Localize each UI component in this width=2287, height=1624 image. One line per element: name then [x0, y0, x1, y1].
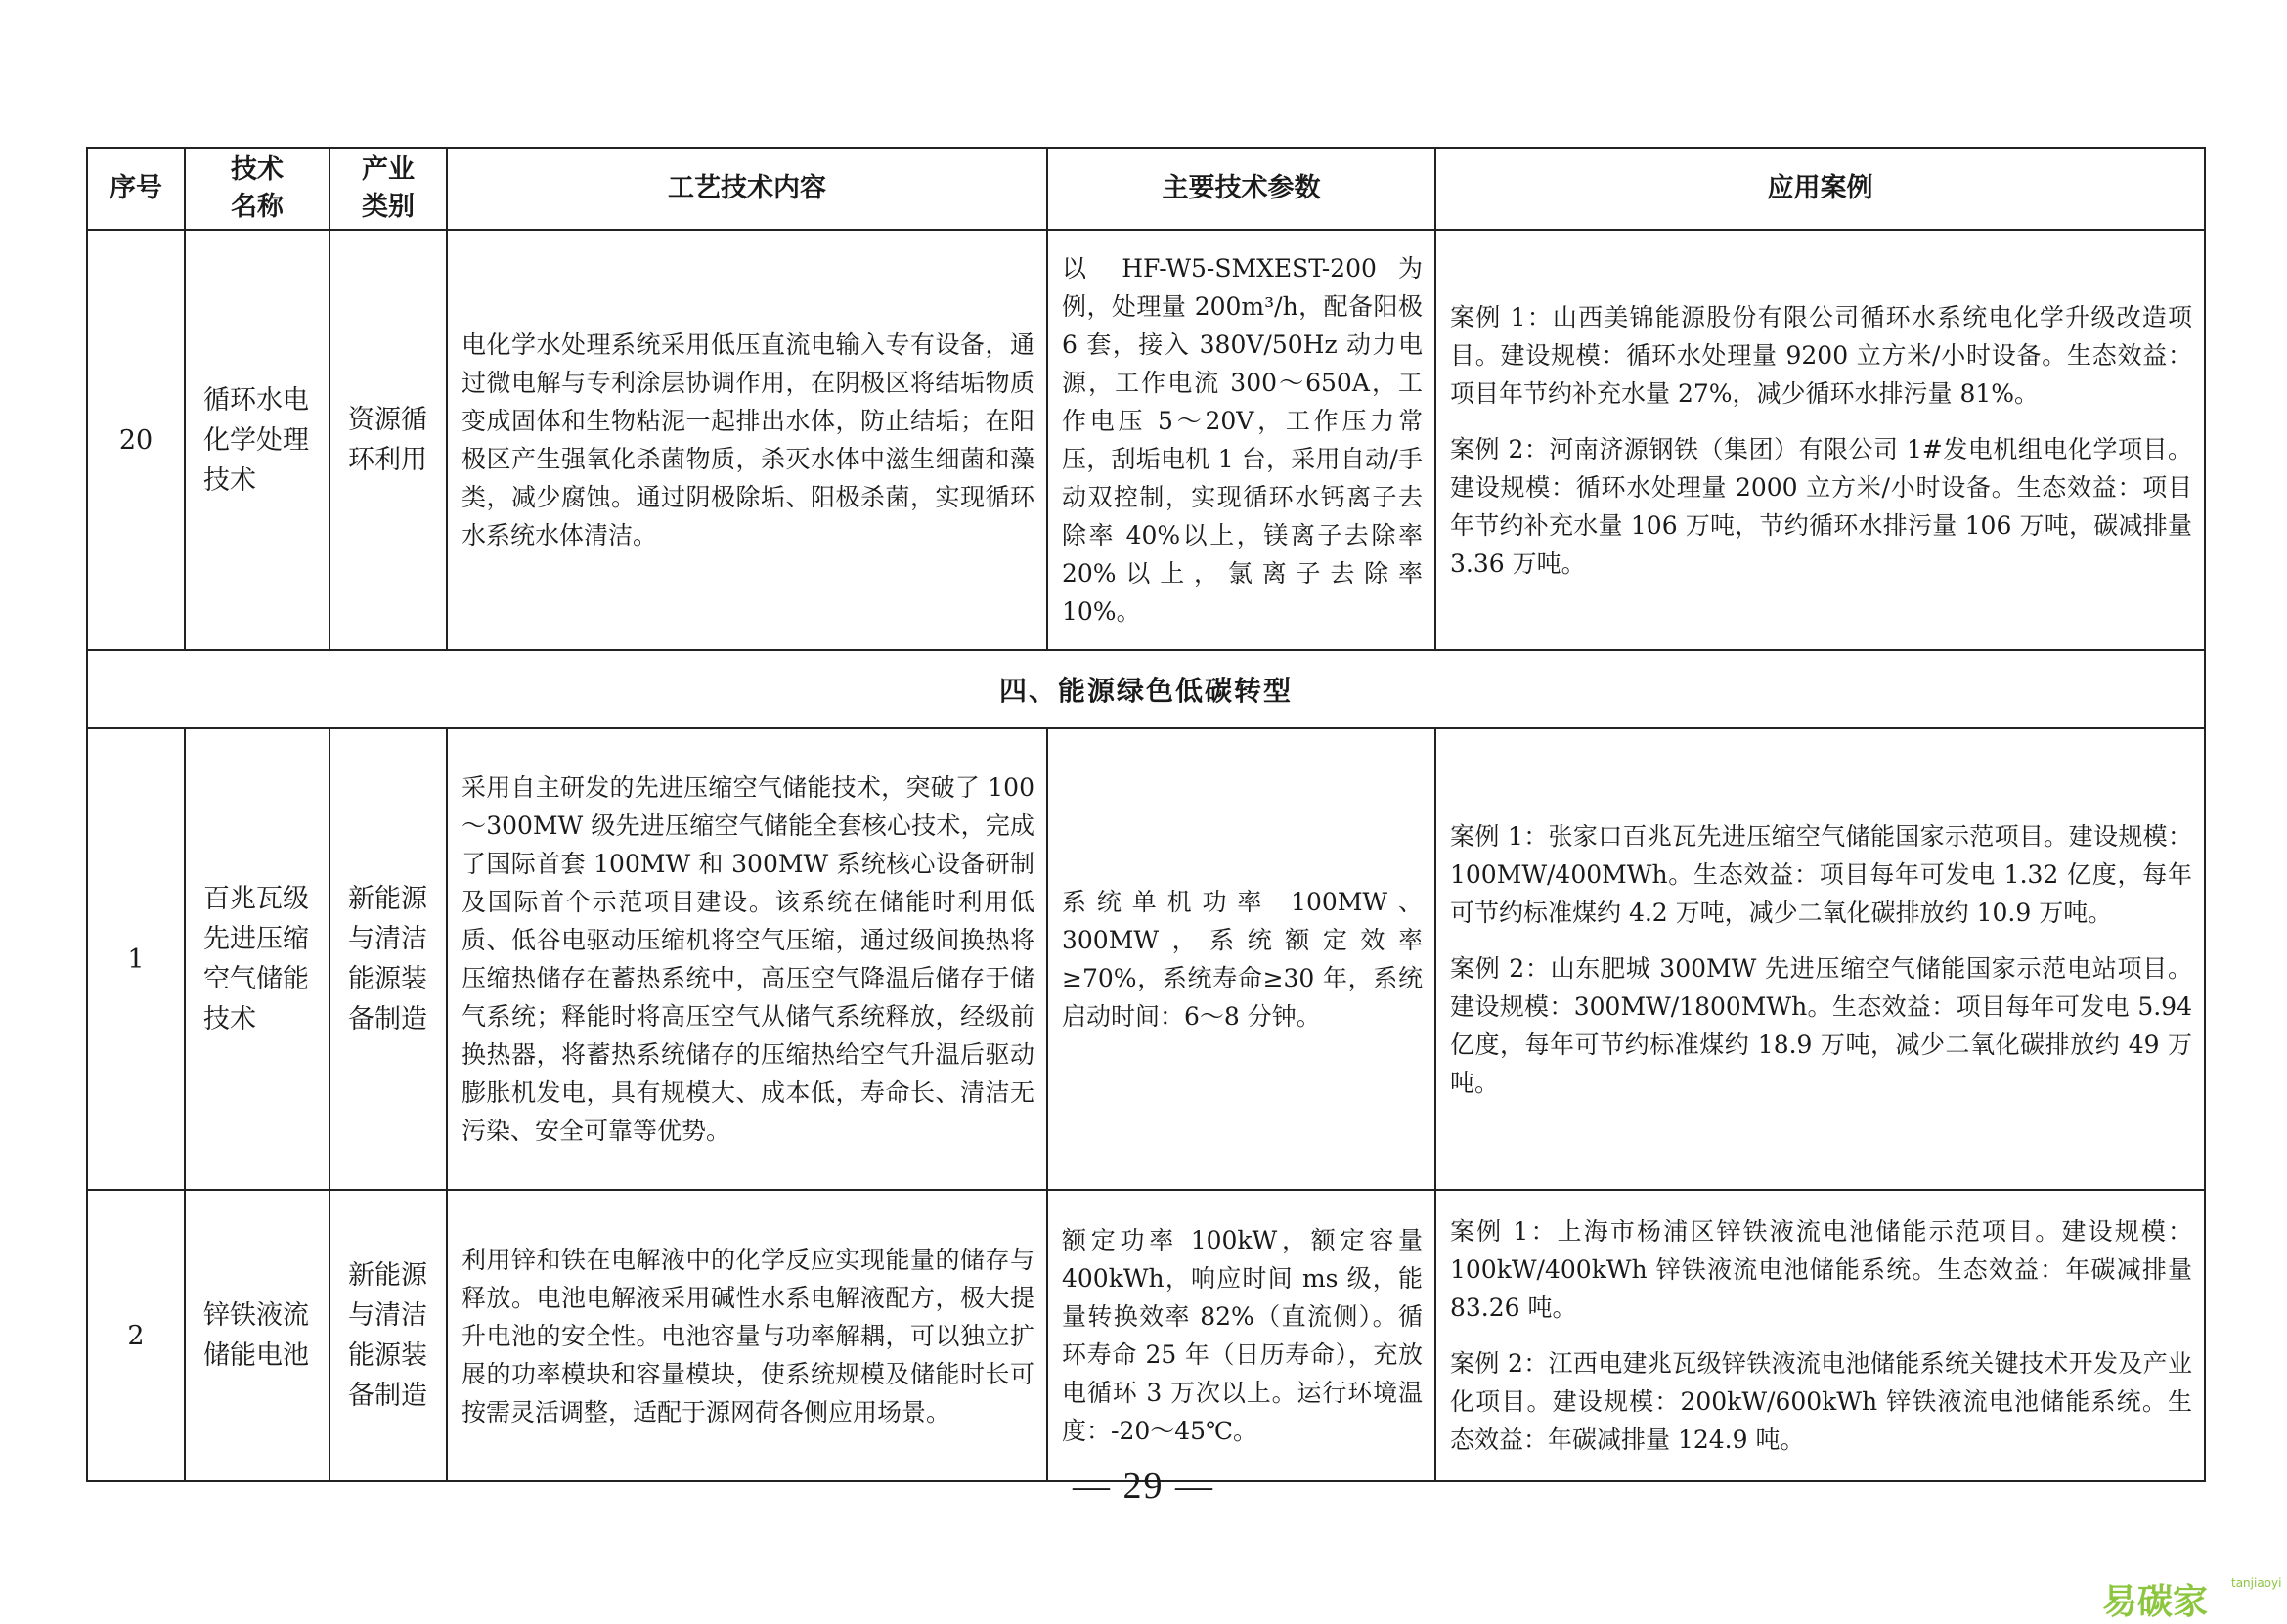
case-1: 案例 1：上海市杨浦区锌铁液流电池储能示范项目。建设规模：100kW/400kWh 锌铁液流电池储能系统。生态效益：年碳减排量 83.26 吨。	[1450, 1217, 2192, 1322]
industry-category: 新能源与清洁能源装备制造	[330, 1190, 447, 1481]
watermark-subtext: tanjiaoyi	[2231, 1576, 2282, 1590]
table-row	[87, 230, 2205, 650]
case-1: 案例 1：张家口百兆瓦先进压缩空气储能国家示范项目。建设规模：100MW/400MWh。生态效益：项目每年可发电 1.32 亿度，每年可节约标准煤约 4.2 万吨，减少二氧化碳排放约 10.9 万吨。	[1450, 821, 2192, 927]
header-process: 工艺技术内容	[447, 148, 1047, 230]
header-params: 主要技术参数	[1047, 148, 1435, 230]
application-cases	[1435, 1190, 2205, 1481]
header-name	[185, 148, 330, 230]
tech-name: 锌铁液流储能电池	[185, 1190, 330, 1481]
row-number: 2	[87, 1190, 185, 1481]
application-cases	[1435, 728, 2205, 1190]
technology-table	[86, 147, 2206, 1482]
table-row	[87, 728, 2205, 1190]
case-2: 案例 2：河南济源钢铁（集团）有限公司 1#发电机组电化学项目。建设规模：循环水处理量 2000 立方米/小时设备。生态效益：项目年节约补充水量 106 万吨，节约循环水排污量 106 万吨，碳减排量 3.36 万吨。	[1450, 434, 2192, 578]
application-cases	[1435, 230, 2205, 650]
case-2: 案例 2：江西电建兆瓦级锌铁液流电池储能系统关键技术开发及产业化项目。建设规模：200kW/600kWh 锌铁液流电池储能系统。生态效益：年碳减排量 124.9 吨。	[1450, 1349, 2192, 1454]
case-1: 案例 1：山西美锦能源股份有限公司循环水系统电化学升级改造项目。建设规模：循环水处理量 9200 立方米/小时设备。生态效益：项目年节约补充水量 27%，减少循环水排污量 81%。	[1450, 302, 2192, 408]
row-number: 20	[87, 230, 185, 650]
process-content: 利用锌和铁在电解液中的化学反应实现能量的储存与释放。电池电解液采用碱性水系电解液配方，极大提升电池的安全性。电池容量与功率解耦，可以独立扩展的功率模块和容量模块，使系统规模及储能时长可按需灵活调整，适配于源网荷各侧应用场景。	[447, 1190, 1047, 1481]
header-cases: 应用案例	[1435, 148, 2205, 230]
header-industry	[330, 148, 447, 230]
header-name-text: 技术名称	[231, 154, 284, 222]
industry-category: 新能源与清洁能源装备制造	[330, 728, 447, 1190]
watermark-logo: 易碳家	[2102, 1582, 2209, 1622]
table-row	[87, 1190, 2205, 1481]
tech-params: 系统单机功率 100MW、300MW，系统额定效率≥70%，系统寿命≥30 年，系统启动时间：6～8 分钟。	[1047, 728, 1435, 1190]
tech-params: 额定功率 100kW，额定容量 400kWh，响应时间 ms 级，能量转换效率 82%（直流侧）。循环寿命 25 年（日历寿命），充放电循环 3 万次以上。运行环境温度：-20～45℃。	[1047, 1190, 1435, 1481]
table-header-row	[87, 148, 2205, 230]
tech-params: 以 HF-W5-SMXEST-200 为例，处理量 200m³/h，配备阳极 6 套，接入 380V/50Hz 动力电源，工作电流 300～650A，工作电压 5～20V，工作压力常压，刮垢电机 1 台，采用自动/手动双控制，实现循环水钙离子去除率 40%以上，镁离子去除率 20%以上，氯离子去除率 10%。	[1047, 230, 1435, 650]
section-title: 四、能源绿色低碳转型	[87, 650, 2205, 728]
tech-name: 循环水电化学处理技术	[185, 230, 330, 650]
process-content: 采用自主研发的先进压缩空气储能技术，突破了 100～300MW 级先进压缩空气储能全套核心技术，完成了国际首套 100MW 和 300MW 系统核心设备研制及国际首个示范项目建设。该系统在储能时利用低质、低谷电驱动压缩机将空气压缩，通过级间换热将压缩热储存在蓄热系统中，高压空气降温后储存于储气系统；释能时将高压空气从储气系统释放，经级前换热器，将蓄热系统储存的压缩热给空气升温后驱动膨胀机发电，具有规模大、成本低，寿命长、清洁无污染、安全可靠等优势。	[447, 728, 1047, 1190]
header-industry-text: 产业类别	[362, 154, 415, 222]
process-content: 电化学水处理系统采用低压直流电输入专有设备，通过微电解与专利涂层协调作用，在阴极区将结垢物质变成固体和生物粘泥一起排出水体，防止结垢；在阳极区产生强氧化杀菌物质，杀灭水体中滋生细菌和藻类，减少腐蚀。通过阴极除垢、阳极杀菌，实现循环水系统水体清洁。	[447, 230, 1047, 650]
case-2: 案例 2：山东肥城 300MW 先进压缩空气储能国家示范电站项目。建设规模：300MW/1800MWh。生态效益：项目每年可发电 5.94 亿度，每年可节约标准煤约 18.9 万吨，减少二氧化碳排放约 49 万吨。	[1450, 953, 2192, 1097]
tech-name: 百兆瓦级先进压缩空气储能技术	[185, 728, 330, 1190]
row-number: 1	[87, 728, 185, 1190]
header-no: 序号	[87, 148, 185, 230]
section-row	[87, 650, 2205, 728]
page-number: — 29 —	[1073, 1466, 1214, 1507]
industry-category: 资源循环利用	[330, 230, 447, 650]
